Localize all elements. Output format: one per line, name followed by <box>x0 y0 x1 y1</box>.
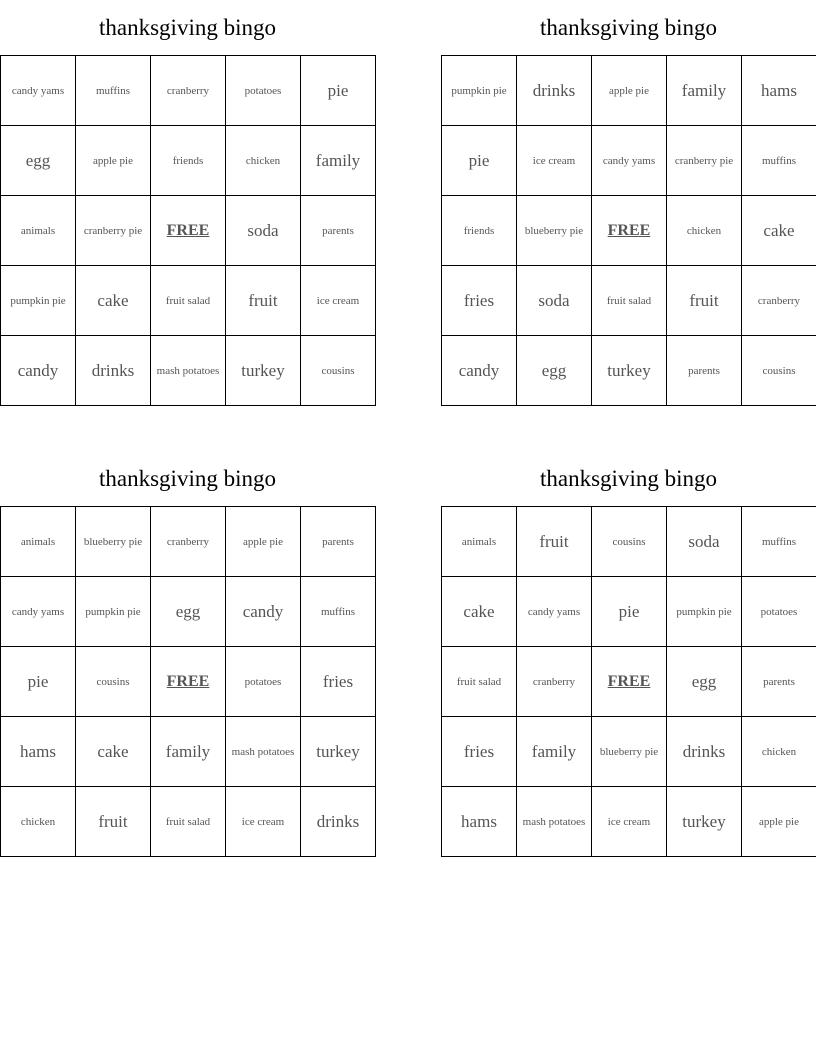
bingo-cell: chicken <box>667 196 742 266</box>
bingo-cell: cranberry <box>517 647 592 717</box>
bingo-cell: cranberry <box>742 266 816 336</box>
bingo-cell: candy yams <box>1 56 76 126</box>
bingo-cell: chicken <box>226 126 301 196</box>
bingo-cell: soda <box>517 266 592 336</box>
bingo-cell: fries <box>301 647 376 717</box>
grid-row <box>1 266 376 336</box>
bingo-cell: fries <box>442 717 517 787</box>
bingo-cell: cake <box>442 577 517 647</box>
bingo-cell: apple pie <box>76 126 151 196</box>
bingo-cell: cake <box>76 717 151 787</box>
bingo-cell: fruit <box>226 266 301 336</box>
bingo-cell: drinks <box>667 717 742 787</box>
bingo-cell: mash potatoes <box>226 717 301 787</box>
bingo-cell: blueberry pie <box>76 507 151 577</box>
bingo-cell: cranberry pie <box>667 126 742 196</box>
bingo-cell: pumpkin pie <box>1 266 76 336</box>
grid-row <box>1 787 376 857</box>
bingo-cell: family <box>151 717 226 787</box>
grid-row <box>442 56 816 126</box>
bingo-cell: family <box>301 126 376 196</box>
grid-row <box>442 196 816 266</box>
bingo-grid <box>441 506 816 857</box>
bingo-card-4 <box>441 451 816 857</box>
bingo-cell: family <box>517 717 592 787</box>
bingo-cell: candy <box>1 336 76 406</box>
bingo-cell: muffins <box>301 577 376 647</box>
free-space-cell: FREE <box>151 647 226 717</box>
bingo-cell: hams <box>742 56 816 126</box>
bingo-cell: parents <box>742 647 816 717</box>
bingo-grid <box>0 506 376 857</box>
bingo-cell: mash potatoes <box>517 787 592 857</box>
bingo-cell: egg <box>1 126 76 196</box>
bingo-cell: candy <box>442 336 517 406</box>
bingo-cell: pie <box>592 577 667 647</box>
grid-row <box>1 647 376 717</box>
bingo-cell: potatoes <box>742 577 816 647</box>
bingo-cell: pumpkin pie <box>442 56 517 126</box>
grid-row <box>1 56 376 126</box>
bingo-cell: pie <box>1 647 76 717</box>
grid-row <box>442 336 816 406</box>
grid-row <box>442 577 816 647</box>
bingo-cell: ice cream <box>226 787 301 857</box>
bingo-cell: turkey <box>301 717 376 787</box>
bingo-cell: candy yams <box>517 577 592 647</box>
bingo-cell: cranberry pie <box>76 196 151 266</box>
bingo-cell: fruit <box>76 787 151 857</box>
bingo-cell: potatoes <box>226 56 301 126</box>
grid-row <box>442 126 816 196</box>
bingo-cell: cousins <box>742 336 816 406</box>
bingo-cell: cake <box>76 266 151 336</box>
bingo-cell: friends <box>151 126 226 196</box>
grid-row <box>1 507 376 577</box>
grid-row <box>1 577 376 647</box>
bingo-cell: parents <box>667 336 742 406</box>
bingo-cell: apple pie <box>592 56 667 126</box>
bingo-cell: fruit salad <box>151 787 226 857</box>
grid-row <box>442 717 816 787</box>
free-space-cell: FREE <box>592 196 667 266</box>
bingo-cell: apple pie <box>226 507 301 577</box>
bingo-cell: cake <box>742 196 816 266</box>
free-space-cell: FREE <box>592 647 667 717</box>
bingo-cell: ice cream <box>517 126 592 196</box>
bingo-cell: turkey <box>226 336 301 406</box>
bingo-cell: fries <box>442 266 517 336</box>
bingo-cell: drinks <box>517 56 592 126</box>
bingo-cell: muffins <box>76 56 151 126</box>
grid-row <box>442 507 816 577</box>
bingo-cell: fruit salad <box>151 266 226 336</box>
bingo-cell: fruit salad <box>442 647 517 717</box>
bingo-cell: candy yams <box>1 577 76 647</box>
bingo-cell: egg <box>151 577 226 647</box>
bingo-card-1 <box>0 0 375 406</box>
bingo-cell: animals <box>442 507 517 577</box>
bingo-cell: chicken <box>1 787 76 857</box>
bingo-cell: cousins <box>592 507 667 577</box>
bingo-cell: egg <box>667 647 742 717</box>
bingo-cell: friends <box>442 196 517 266</box>
bingo-cell: turkey <box>592 336 667 406</box>
bingo-cell: blueberry pie <box>592 717 667 787</box>
bingo-cell: mash potatoes <box>151 336 226 406</box>
bingo-cell: candy <box>226 577 301 647</box>
bingo-card-2 <box>441 0 816 406</box>
bingo-cell: pie <box>301 56 376 126</box>
bingo-cell: cranberry <box>151 507 226 577</box>
grid-row <box>1 336 376 406</box>
bingo-cell: muffins <box>742 507 816 577</box>
grid-row <box>442 787 816 857</box>
bingo-cell: family <box>667 56 742 126</box>
bingo-cell: turkey <box>667 787 742 857</box>
grid-row <box>442 266 816 336</box>
bingo-cell: ice cream <box>592 787 667 857</box>
bingo-cell: animals <box>1 196 76 266</box>
bingo-cell: cranberry <box>151 56 226 126</box>
grid-row <box>442 647 816 717</box>
bingo-cell: hams <box>442 787 517 857</box>
card-title: thanksgiving bingo <box>99 14 276 40</box>
bingo-cell: egg <box>517 336 592 406</box>
bingo-cell: cousins <box>76 647 151 717</box>
grid-row <box>1 196 376 266</box>
bingo-cell: animals <box>1 507 76 577</box>
grid-row <box>1 126 376 196</box>
grid-row <box>1 717 376 787</box>
bingo-cell: ice cream <box>301 266 376 336</box>
bingo-grid <box>0 55 376 406</box>
bingo-cell: apple pie <box>742 787 816 857</box>
bingo-grid <box>441 55 816 406</box>
bingo-cell: fruit salad <box>592 266 667 336</box>
bingo-cell: candy yams <box>592 126 667 196</box>
bingo-cell: fruit <box>667 266 742 336</box>
bingo-cell: hams <box>1 717 76 787</box>
bingo-cell: potatoes <box>226 647 301 717</box>
card-title: thanksgiving bingo <box>99 465 276 491</box>
bingo-cell: chicken <box>742 717 816 787</box>
bingo-cell: cousins <box>301 336 376 406</box>
bingo-cell: muffins <box>742 126 816 196</box>
bingo-cell: drinks <box>76 336 151 406</box>
bingo-cell: blueberry pie <box>517 196 592 266</box>
bingo-cell: soda <box>226 196 301 266</box>
card-title: thanksgiving bingo <box>540 465 717 491</box>
free-space-cell: FREE <box>151 196 226 266</box>
card-title: thanksgiving bingo <box>540 14 717 40</box>
bingo-cell: pumpkin pie <box>667 577 742 647</box>
bingo-cell: pumpkin pie <box>76 577 151 647</box>
bingo-cell: fruit <box>517 507 592 577</box>
bingo-cell: soda <box>667 507 742 577</box>
bingo-cell: pie <box>442 126 517 196</box>
bingo-cell: parents <box>301 196 376 266</box>
bingo-cell: parents <box>301 507 376 577</box>
bingo-card-3 <box>0 451 375 857</box>
bingo-cell: drinks <box>301 787 376 857</box>
